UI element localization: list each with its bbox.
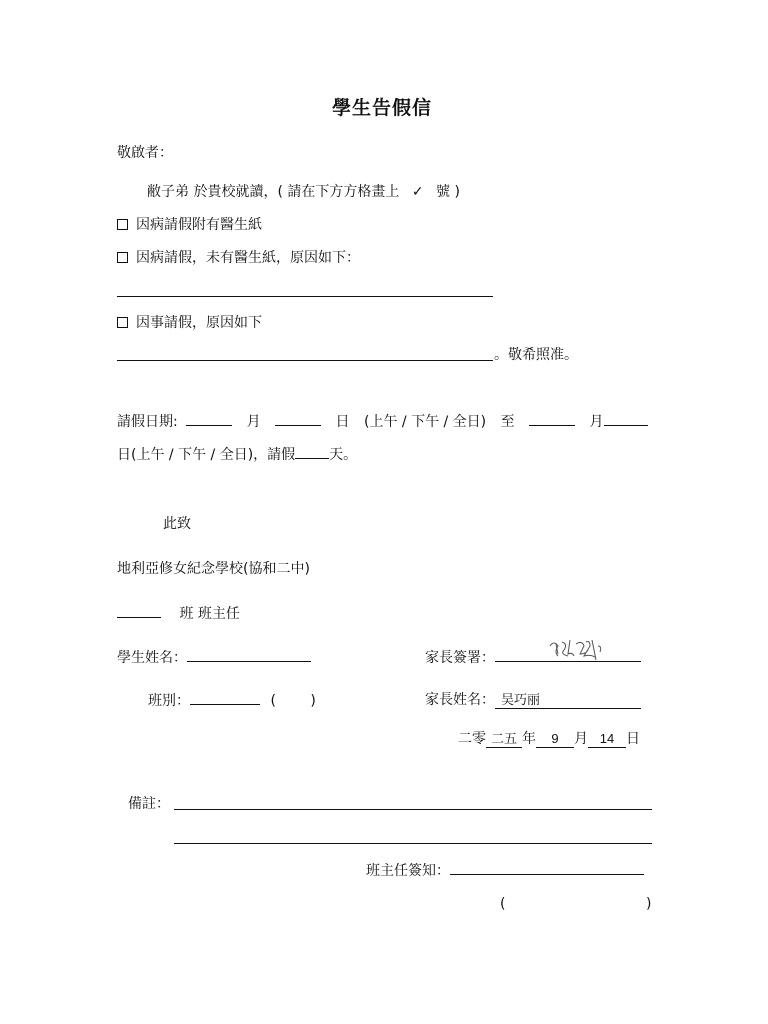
remarks-line-2[interactable] — [174, 843, 652, 844]
remarks-line-1[interactable] — [174, 809, 652, 810]
days-count-field[interactable] — [295, 444, 329, 459]
day-unit: 日 — [335, 414, 350, 430]
reason-line-personal[interactable] — [117, 360, 493, 361]
closing-request: 。敬希照准。 — [494, 347, 578, 363]
month-unit: 月 — [574, 731, 588, 747]
end-day-field[interactable] — [604, 411, 648, 426]
parent-signature-row — [425, 647, 641, 668]
teacher-name-close: ) — [646, 896, 652, 912]
checkbox-icon[interactable] — [117, 317, 128, 328]
student-name-field[interactable] — [187, 647, 311, 662]
checkbox-icon[interactable] — [117, 219, 128, 230]
date-prefix: 二零 — [458, 731, 486, 747]
date-line — [458, 729, 640, 749]
parent-name-label: 家長姓名： — [425, 692, 495, 708]
month-field[interactable]: 9 — [536, 731, 574, 748]
document-title: 學生告假信 — [332, 97, 433, 119]
class-teacher-line — [117, 603, 240, 624]
teacher-sign-row — [366, 860, 644, 881]
start-period-options[interactable]: (上午 / 下午 / 全日) — [363, 414, 487, 430]
month-unit: 月 — [246, 414, 261, 430]
option-sick-without-cert[interactable] — [117, 248, 360, 268]
salutation: 敬啟者： — [117, 145, 173, 161]
leave-date-line-1 — [117, 411, 648, 432]
class-row — [148, 690, 316, 711]
start-day-field[interactable] — [275, 411, 321, 426]
option-sick-with-cert[interactable] — [117, 215, 262, 235]
parent-name-row — [425, 690, 641, 710]
reason-line-sick[interactable] — [117, 296, 493, 297]
option-label: 因事請假，原因如下 — [136, 315, 262, 331]
teacher-name-open: ( — [500, 896, 506, 912]
class-teacher-label: 班 班主任 — [179, 606, 240, 622]
student-name-row — [117, 647, 311, 668]
day-unit: 日 — [626, 731, 640, 747]
parent-signature-image — [546, 636, 606, 666]
intro-text: 敝子弟 於貴校就讀，( 請在下方方格畫上 — [147, 184, 400, 200]
to-word: 至 — [500, 414, 515, 430]
class-field[interactable] — [117, 603, 161, 618]
class-number-open: ( — [270, 693, 276, 709]
regards: 此致 — [163, 516, 191, 532]
month-unit: 月 — [589, 414, 604, 430]
day-field[interactable]: 14 — [588, 731, 626, 748]
parent-signature-label: 家長簽署： — [425, 650, 495, 666]
end-month-field[interactable] — [529, 411, 575, 426]
year-field[interactable]: 二五 — [486, 731, 522, 748]
class-number-close: ) — [310, 693, 316, 709]
class-label: 班別： — [148, 693, 190, 709]
end-period-options[interactable]: 日(上午 / 下午 / 全日)，請假 — [117, 447, 296, 463]
option-label: 因病請假附有醫生紙 — [136, 217, 262, 233]
check-mark-icon: ✓ — [411, 184, 424, 200]
parent-name-field[interactable]: 吴巧丽 — [495, 692, 641, 709]
leave-date-label: 請假日期: — [117, 414, 178, 430]
year-unit: 年 — [522, 731, 536, 747]
intro-suffix: 號 ) — [436, 184, 460, 200]
leave-date-line-2 — [117, 444, 357, 465]
intro-line — [147, 182, 460, 202]
teacher-sign-label: 班主任簽知： — [366, 863, 450, 879]
option-personal-leave[interactable] — [117, 313, 262, 333]
start-month-field[interactable] — [186, 411, 232, 426]
school-name: 地利亞修女紀念學校(協和二中) — [117, 561, 310, 577]
teacher-sign-field[interactable] — [450, 860, 644, 875]
option-label: 因病請假，未有醫生紙，原因如下： — [136, 250, 360, 266]
student-name-label: 學生姓名： — [117, 650, 187, 666]
days-unit: 天。 — [329, 447, 358, 463]
checkbox-icon[interactable] — [117, 252, 128, 263]
class-name-field[interactable] — [190, 690, 260, 705]
remarks-label: 備註： — [128, 796, 170, 812]
